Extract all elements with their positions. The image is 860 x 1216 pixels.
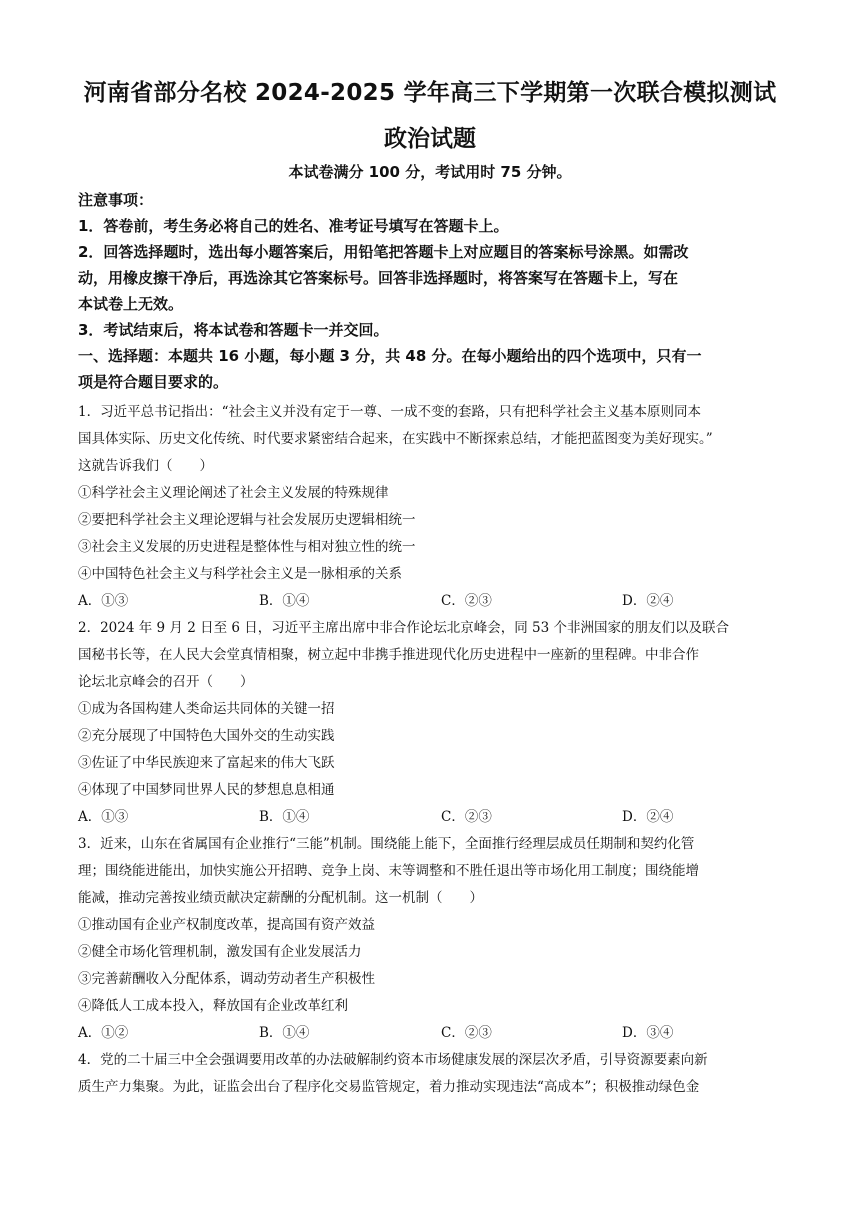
question-3-item-4: ④降低人工成本投入，释放国有企业改革红利 xyxy=(78,998,348,1014)
question-2-item-2: ②充分展现了中国特色大国外交的生动实践 xyxy=(78,728,335,744)
question-1-line-2: 国具体实际、历史文化传统、时代要求紧密结合起来，在实践中不断探索总结，才能把蓝图变为美好现实。” xyxy=(78,431,713,447)
note-1: 1．答卷前，考生务必将自己的姓名、准考证号填写在答题卡上。 xyxy=(78,217,509,235)
question-3-line-1: 3．近来，山东在省属国有企业推行“三能”机制。围绕能上能下，全面推行经理层成员任期制和契约化管 xyxy=(78,836,695,852)
question-2-option-a: A．①③ xyxy=(78,809,129,825)
question-2-item-1: ①成为各国构建人类命运共同体的关键一招 xyxy=(78,701,335,717)
question-1-option-b: B．①④ xyxy=(259,593,310,609)
question-3-option-a: A．①② xyxy=(78,1025,129,1041)
question-2-line-3: 论坛北京峰会的召开（ ） xyxy=(78,674,254,690)
question-2-line-1: 2．2024 年 9 月 2 日至 6 日，习近平主席出席中非合作论坛北京峰会，同 53 个非洲国家的朋友们以及联合 xyxy=(78,620,730,636)
subject-title: 政治试题 xyxy=(384,126,476,152)
question-3-item-3: ③完善薪酬收入分配体系，调动劳动者生产积极性 xyxy=(78,971,375,987)
question-3-item-1: ①推动国有企业产权制度改革，提高国有资产效益 xyxy=(78,917,375,933)
question-3-option-b: B．①④ xyxy=(259,1025,310,1041)
exam-title: 河南省部分名校 2024-2025 学年高三下学期第一次联合模拟测试 xyxy=(83,80,777,106)
note-2-line-1: 2．回答选择题时，选出每小题答案后，用铅笔把答题卡上对应题目的答案标号涂黑。如需改 xyxy=(78,243,689,261)
question-3-line-2: 理；围绕能进能出，加快实施公开招聘、竞争上岗、末等调整和不胜任退出等市场化用工制度；围绕能增 xyxy=(78,863,699,879)
question-1-item-2: ②要把科学社会主义理论逻辑与社会发展历史逻辑相统一 xyxy=(78,512,416,528)
question-3-line-3: 能减，推动完善按业绩贡献决定薪酬的分配机制。这一机制（ ） xyxy=(78,890,483,906)
note-2-line-3: 本试卷上无效。 xyxy=(78,295,184,313)
section-heading-line-1: 一、选择题：本题共 16 小题，每小题 3 分，共 48 分。在每小题给出的四个选项中，只有一 xyxy=(78,347,702,365)
question-3-item-2: ②健全市场化管理机制，激发国有企业发展活力 xyxy=(78,944,362,960)
question-4-line-2: 质生产力集聚。为此，证监会出台了程序化交易监管规定，着力推动实现违法“高成本”；积极推动绿色金 xyxy=(78,1079,700,1095)
question-2-option-b: B．①④ xyxy=(259,809,310,825)
question-1-line-1: 1．习近平总书记指出：“社会主义并没有定于一尊、一成不变的套路，只有把科学社会主义基本原则同本 xyxy=(78,404,701,420)
question-3-option-c: C．②③ xyxy=(441,1025,492,1041)
question-2-item-4: ④体现了中国梦同世界人民的梦想息息相通 xyxy=(78,782,335,798)
notes-heading: 注意事项： xyxy=(78,191,154,209)
question-1-item-4: ④中国特色社会主义与科学社会主义是一脉相承的关系 xyxy=(78,566,402,582)
question-1-option-d: D．②④ xyxy=(622,593,674,609)
question-2-option-d: D．②④ xyxy=(622,809,674,825)
question-2-option-c: C．②③ xyxy=(441,809,492,825)
question-1-line-3: 这就告诉我们（ ） xyxy=(78,458,213,474)
question-2-line-2: 国秘书长等，在人民大会堂真情相聚，树立起中非携手推进现代化历史进程中一座新的里程碑。中非合作 xyxy=(78,647,699,663)
note-3: 3．考试结束后，将本试卷和答题卡一并交回。 xyxy=(78,321,389,339)
exam-info: 本试卷满分 100 分，考试用时 75 分钟。 xyxy=(288,163,572,181)
question-3-option-d: D．③④ xyxy=(622,1025,674,1041)
question-1-item-1: ①科学社会主义理论阐述了社会主义发展的特殊规律 xyxy=(78,485,389,501)
question-1-item-3: ③社会主义发展的历史进程是整体性与相对独立性的统一 xyxy=(78,539,416,555)
question-4-line-1: 4．党的二十届三中全会强调要用改革的办法破解制约资本市场健康发展的深层次矛盾，引导资源要素向新 xyxy=(78,1052,708,1068)
question-2-item-3: ③佐证了中华民族迎来了富起来的伟大飞跃 xyxy=(78,755,335,771)
note-2-line-2: 动，用橡皮擦干净后，再选涂其它答案标号。回答非选择题时，将答案写在答题卡上，写在 xyxy=(78,269,679,287)
section-heading-line-2: 项是符合题目要求的。 xyxy=(78,373,229,391)
question-1-option-c: C．②③ xyxy=(441,593,492,609)
question-1-option-a: A．①③ xyxy=(78,593,129,609)
